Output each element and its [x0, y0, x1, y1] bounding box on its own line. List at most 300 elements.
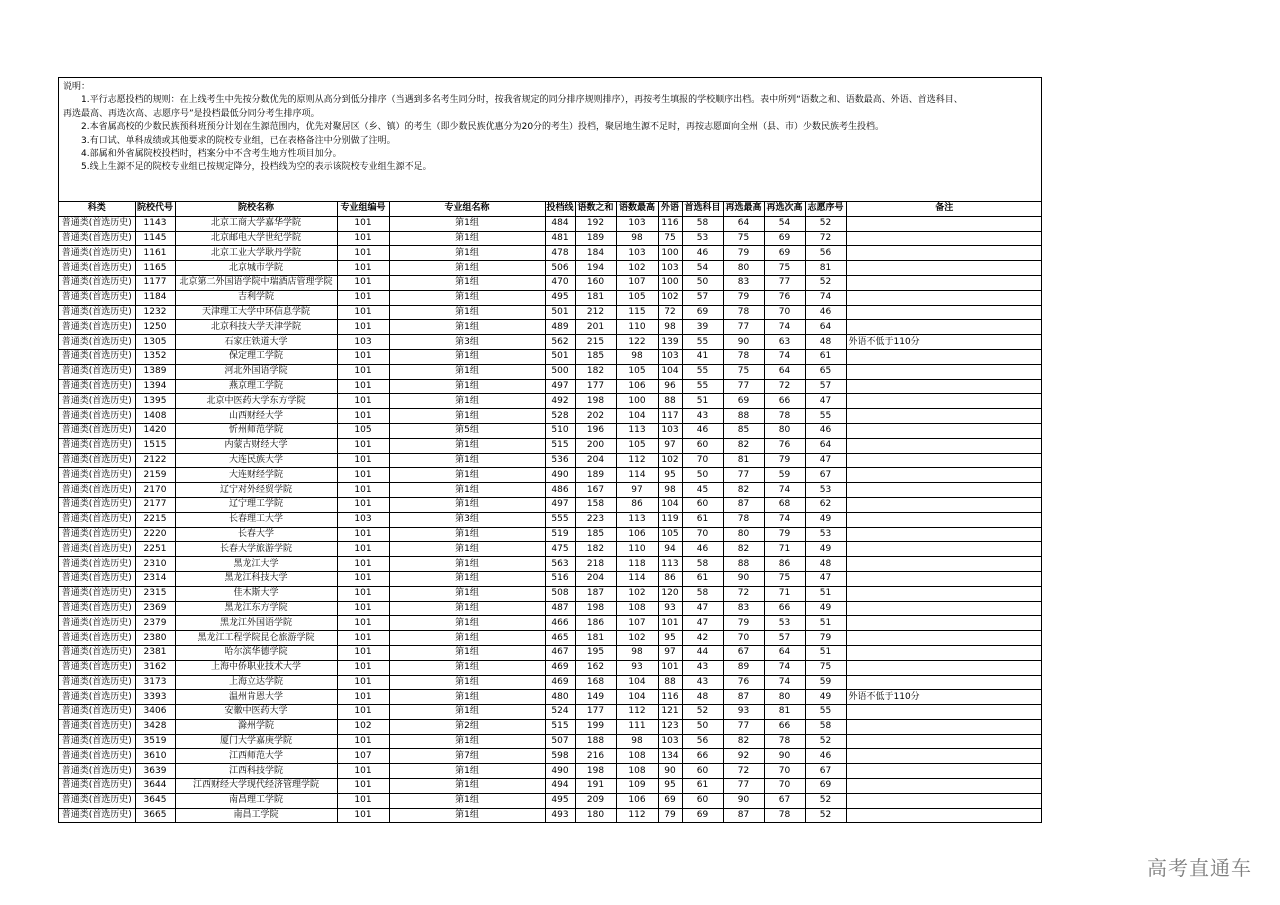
chinese-math-max-cell: 98	[616, 645, 658, 660]
group-code-cell: 101	[337, 379, 389, 394]
category-cell: 普通类(首选历史)	[59, 483, 135, 498]
chinese-math-max-cell: 108	[616, 601, 658, 616]
school-name-cell: 江西师范大学	[175, 749, 337, 764]
table-row	[59, 438, 1042, 453]
table-row	[59, 453, 1042, 468]
preference-order-cell: 64	[805, 320, 846, 335]
cutoff-score-cell: 515	[545, 719, 575, 734]
elective-max-cell: 83	[723, 275, 764, 290]
chinese-math-max-cell: 98	[616, 231, 658, 246]
table-row	[59, 364, 1042, 379]
category-cell: 普通类(首选历史)	[59, 216, 135, 231]
school-code-cell: 1143	[135, 216, 175, 231]
first-subject-cell: 60	[682, 764, 723, 779]
table-row	[59, 705, 1042, 720]
group-name-cell: 第1组	[389, 631, 545, 646]
remark-cell	[846, 631, 1042, 646]
preference-order-cell: 47	[805, 394, 846, 409]
cutoff-score-cell: 487	[545, 601, 575, 616]
remark-cell	[846, 586, 1042, 601]
group-name-cell: 第1组	[389, 645, 545, 660]
preference-order-cell: 53	[805, 527, 846, 542]
chinese-math-sum-cell: 212	[575, 305, 616, 320]
first-subject-cell: 61	[682, 779, 723, 794]
chinese-math-sum-cell: 195	[575, 645, 616, 660]
preference-order-cell: 52	[805, 734, 846, 749]
remark-cell	[846, 779, 1042, 794]
table-row	[59, 349, 1042, 364]
category-cell: 普通类(首选历史)	[59, 261, 135, 276]
cutoff-score-cell: 475	[545, 542, 575, 557]
cutoff-score-cell: 516	[545, 571, 575, 586]
category-cell: 普通类(首选历史)	[59, 335, 135, 350]
chinese-math-sum-cell: 209	[575, 793, 616, 808]
elective-second-cell: 74	[764, 660, 805, 675]
school-name-cell: 江西科技学院	[175, 764, 337, 779]
remark-cell	[846, 734, 1042, 749]
foreign-language-cell: 75	[658, 231, 682, 246]
category-cell: 普通类(首选历史)	[59, 320, 135, 335]
school-name-cell: 安徽中医药大学	[175, 705, 337, 720]
category-cell: 普通类(首选历史)	[59, 542, 135, 557]
group-name-cell: 第1组	[389, 453, 545, 468]
table-row	[59, 645, 1042, 660]
foreign-language-cell: 134	[658, 749, 682, 764]
col-header: 院校名称	[175, 202, 337, 216]
chinese-math-max-cell: 102	[616, 261, 658, 276]
chinese-math-sum-cell: 168	[575, 675, 616, 690]
foreign-language-cell: 90	[658, 764, 682, 779]
group-name-cell: 第1组	[389, 808, 545, 822]
category-cell: 普通类(首选历史)	[59, 616, 135, 631]
elective-second-cell: 53	[764, 616, 805, 631]
foreign-language-cell: 103	[658, 734, 682, 749]
elective-second-cell: 78	[764, 409, 805, 424]
school-name-cell: 大连民族大学	[175, 453, 337, 468]
col-header: 外语	[658, 202, 682, 216]
elective-second-cell: 74	[764, 320, 805, 335]
group-name-cell: 第5组	[389, 423, 545, 438]
elective-max-cell: 77	[723, 320, 764, 335]
cutoff-score-cell: 524	[545, 705, 575, 720]
category-cell: 普通类(首选历史)	[59, 438, 135, 453]
col-header: 专业组名称	[389, 202, 545, 216]
school-code-cell: 1515	[135, 438, 175, 453]
group-name-cell: 第1组	[389, 734, 545, 749]
chinese-math-sum-cell: 202	[575, 409, 616, 424]
chinese-math-max-cell: 114	[616, 571, 658, 586]
category-cell: 普通类(首选历史)	[59, 793, 135, 808]
admission-table	[59, 202, 1042, 822]
chinese-math-sum-cell: 177	[575, 705, 616, 720]
elective-second-cell: 74	[764, 483, 805, 498]
chinese-math-max-cell: 86	[616, 497, 658, 512]
first-subject-cell: 52	[682, 705, 723, 720]
remark-cell	[846, 290, 1042, 305]
elective-second-cell: 74	[764, 512, 805, 527]
school-name-cell: 哈尔滨华德学院	[175, 645, 337, 660]
school-name-cell: 忻州师范学院	[175, 423, 337, 438]
chinese-math-sum-cell: 189	[575, 231, 616, 246]
chinese-math-sum-cell: 180	[575, 808, 616, 822]
notes-line: 4.部属和外省属院校投档时，档案分中不含考生地方性项目加分。	[81, 149, 342, 160]
elective-second-cell: 79	[764, 453, 805, 468]
chinese-math-sum-cell: 204	[575, 453, 616, 468]
preference-order-cell: 51	[805, 645, 846, 660]
group-code-cell: 101	[337, 571, 389, 586]
chinese-math-max-cell: 115	[616, 305, 658, 320]
school-name-cell: 北京科技大学天津学院	[175, 320, 337, 335]
category-cell: 普通类(首选历史)	[59, 379, 135, 394]
school-code-cell: 2122	[135, 453, 175, 468]
elective-max-cell: 93	[723, 705, 764, 720]
cutoff-score-cell: 528	[545, 409, 575, 424]
category-cell: 普通类(首选历史)	[59, 601, 135, 616]
remark-cell	[846, 275, 1042, 290]
elective-max-cell: 85	[723, 423, 764, 438]
table-row	[59, 216, 1042, 231]
elective-max-cell: 79	[723, 290, 764, 305]
first-subject-cell: 39	[682, 320, 723, 335]
chinese-math-max-cell: 108	[616, 749, 658, 764]
elective-second-cell: 59	[764, 468, 805, 483]
table-row	[59, 719, 1042, 734]
chinese-math-sum-cell: 215	[575, 335, 616, 350]
first-subject-cell: 51	[682, 394, 723, 409]
remark-cell	[846, 349, 1042, 364]
chinese-math-max-cell: 102	[616, 586, 658, 601]
elective-max-cell: 82	[723, 483, 764, 498]
elective-max-cell: 90	[723, 571, 764, 586]
category-cell: 普通类(首选历史)	[59, 246, 135, 261]
col-header: 再选次高	[764, 202, 805, 216]
notes-block	[59, 78, 1041, 202]
cutoff-score-cell: 497	[545, 379, 575, 394]
elective-max-cell: 87	[723, 497, 764, 512]
group-name-cell: 第1组	[389, 557, 545, 572]
elective-second-cell: 74	[764, 675, 805, 690]
col-header: 语数之和	[575, 202, 616, 216]
foreign-language-cell: 69	[658, 793, 682, 808]
foreign-language-cell: 103	[658, 349, 682, 364]
preference-order-cell: 46	[805, 423, 846, 438]
group-name-cell: 第1组	[389, 542, 545, 557]
chinese-math-sum-cell: 182	[575, 364, 616, 379]
group-code-cell: 101	[337, 779, 389, 794]
chinese-math-sum-cell: 149	[575, 690, 616, 705]
chinese-math-max-cell: 112	[616, 453, 658, 468]
first-subject-cell: 41	[682, 349, 723, 364]
elective-max-cell: 81	[723, 453, 764, 468]
remark-cell	[846, 379, 1042, 394]
remark-cell	[846, 320, 1042, 335]
chinese-math-sum-cell: 177	[575, 379, 616, 394]
cutoff-score-cell: 507	[545, 734, 575, 749]
remark-cell	[846, 483, 1042, 498]
remark-cell: 外语不低于110分	[846, 690, 1042, 705]
foreign-language-cell: 79	[658, 808, 682, 822]
preference-order-cell: 49	[805, 690, 846, 705]
group-name-cell: 第1组	[389, 497, 545, 512]
group-code-cell: 101	[337, 216, 389, 231]
cutoff-score-cell: 494	[545, 779, 575, 794]
preference-order-cell: 62	[805, 497, 846, 512]
chinese-math-max-cell: 108	[616, 764, 658, 779]
elective-second-cell: 75	[764, 261, 805, 276]
chinese-math-max-cell: 112	[616, 705, 658, 720]
cutoff-score-cell: 563	[545, 557, 575, 572]
cutoff-score-cell: 501	[545, 305, 575, 320]
group-name-cell: 第1组	[389, 601, 545, 616]
first-subject-cell: 50	[682, 719, 723, 734]
col-header: 首选科目	[682, 202, 723, 216]
elective-max-cell: 77	[723, 719, 764, 734]
first-subject-cell: 57	[682, 290, 723, 305]
elective-max-cell: 67	[723, 645, 764, 660]
table-row	[59, 601, 1042, 616]
school-name-cell: 北京第二外国语学院中瑞酒店管理学院	[175, 275, 337, 290]
first-subject-cell: 43	[682, 409, 723, 424]
col-header: 志愿序号	[805, 202, 846, 216]
notes-line: 3.有口试、单科成绩或其他要求的院校专业组，已在表格备注中分别做了注明。	[81, 135, 396, 146]
group-name-cell: 第1组	[389, 320, 545, 335]
remark-cell	[846, 423, 1042, 438]
preference-order-cell: 48	[805, 557, 846, 572]
school-code-cell: 3406	[135, 705, 175, 720]
table-row	[59, 527, 1042, 542]
category-cell: 普通类(首选历史)	[59, 734, 135, 749]
preference-order-cell: 56	[805, 246, 846, 261]
first-subject-cell: 58	[682, 586, 723, 601]
elective-max-cell: 78	[723, 512, 764, 527]
school-code-cell: 1394	[135, 379, 175, 394]
elective-second-cell: 69	[764, 246, 805, 261]
group-name-cell: 第2组	[389, 719, 545, 734]
elective-second-cell: 69	[764, 231, 805, 246]
first-subject-cell: 54	[682, 261, 723, 276]
foreign-language-cell: 101	[658, 660, 682, 675]
school-name-cell: 上海立达学院	[175, 675, 337, 690]
elective-second-cell: 79	[764, 527, 805, 542]
watermark: 高考直通车	[1147, 856, 1252, 880]
group-code-cell: 101	[337, 468, 389, 483]
category-cell: 普通类(首选历史)	[59, 512, 135, 527]
chinese-math-max-cell: 97	[616, 483, 658, 498]
category-cell: 普通类(首选历史)	[59, 423, 135, 438]
cutoff-score-cell: 519	[545, 527, 575, 542]
chinese-math-max-cell: 107	[616, 616, 658, 631]
preference-order-cell: 81	[805, 261, 846, 276]
elective-second-cell: 76	[764, 290, 805, 305]
school-code-cell: 1395	[135, 394, 175, 409]
remark-cell: 外语不低于110分	[846, 335, 1042, 350]
group-name-cell: 第7组	[389, 749, 545, 764]
preference-order-cell: 72	[805, 231, 846, 246]
table-row	[59, 808, 1042, 822]
cutoff-score-cell: 493	[545, 808, 575, 822]
group-code-cell: 101	[337, 601, 389, 616]
table-row	[59, 275, 1042, 290]
chinese-math-max-cell: 106	[616, 527, 658, 542]
school-name-cell: 北京邮电大学世纪学院	[175, 231, 337, 246]
remark-cell	[846, 660, 1042, 675]
chinese-math-sum-cell: 185	[575, 349, 616, 364]
cutoff-score-cell: 467	[545, 645, 575, 660]
chinese-math-sum-cell: 189	[575, 468, 616, 483]
table-row	[59, 423, 1042, 438]
preference-order-cell: 52	[805, 793, 846, 808]
group-code-cell: 101	[337, 660, 389, 675]
remark-cell	[846, 793, 1042, 808]
remark-cell	[846, 601, 1042, 616]
chinese-math-sum-cell: 199	[575, 719, 616, 734]
category-cell: 普通类(首选历史)	[59, 453, 135, 468]
category-cell: 普通类(首选历史)	[59, 779, 135, 794]
chinese-math-sum-cell: 198	[575, 394, 616, 409]
foreign-language-cell: 101	[658, 616, 682, 631]
school-code-cell: 3519	[135, 734, 175, 749]
chinese-math-max-cell: 105	[616, 290, 658, 305]
cutoff-score-cell: 506	[545, 261, 575, 276]
preference-order-cell: 46	[805, 305, 846, 320]
first-subject-cell: 69	[682, 808, 723, 822]
school-code-cell: 3610	[135, 749, 175, 764]
preference-order-cell: 46	[805, 749, 846, 764]
group-name-cell: 第3组	[389, 512, 545, 527]
group-name-cell: 第1组	[389, 379, 545, 394]
cutoff-score-cell: 492	[545, 394, 575, 409]
school-name-cell: 江西财经大学现代经济管理学院	[175, 779, 337, 794]
elective-max-cell: 64	[723, 216, 764, 231]
table-row	[59, 793, 1042, 808]
school-code-cell: 1161	[135, 246, 175, 261]
group-code-cell: 101	[337, 705, 389, 720]
group-name-cell: 第1组	[389, 571, 545, 586]
school-code-cell: 3162	[135, 660, 175, 675]
elective-second-cell: 71	[764, 586, 805, 601]
first-subject-cell: 69	[682, 305, 723, 320]
elective-max-cell: 89	[723, 660, 764, 675]
preference-order-cell: 55	[805, 705, 846, 720]
group-name-cell: 第1组	[389, 364, 545, 379]
group-code-cell: 101	[337, 675, 389, 690]
elective-max-cell: 72	[723, 764, 764, 779]
elective-second-cell: 66	[764, 719, 805, 734]
school-code-cell: 3665	[135, 808, 175, 822]
school-code-cell: 3645	[135, 793, 175, 808]
chinese-math-sum-cell: 223	[575, 512, 616, 527]
preference-order-cell: 48	[805, 335, 846, 350]
school-code-cell: 2314	[135, 571, 175, 586]
preference-order-cell: 52	[805, 216, 846, 231]
remark-cell	[846, 512, 1042, 527]
elective-second-cell: 74	[764, 349, 805, 364]
chinese-math-max-cell: 107	[616, 275, 658, 290]
elective-second-cell: 64	[764, 364, 805, 379]
group-code-cell: 101	[337, 764, 389, 779]
category-cell: 普通类(首选历史)	[59, 409, 135, 424]
school-name-cell: 燕京理工学院	[175, 379, 337, 394]
group-name-cell: 第1组	[389, 527, 545, 542]
elective-max-cell: 88	[723, 557, 764, 572]
chinese-math-sum-cell: 194	[575, 261, 616, 276]
school-name-cell: 黑龙江工程学院昆仑旅游学院	[175, 631, 337, 646]
chinese-math-sum-cell: 218	[575, 557, 616, 572]
preference-order-cell: 53	[805, 483, 846, 498]
school-code-cell: 2380	[135, 631, 175, 646]
school-code-cell: 2315	[135, 586, 175, 601]
foreign-language-cell: 88	[658, 675, 682, 690]
elective-second-cell: 67	[764, 793, 805, 808]
spreadsheet	[58, 77, 1042, 823]
school-name-cell: 山西财经大学	[175, 409, 337, 424]
school-name-cell: 北京工业大学耿丹学院	[175, 246, 337, 261]
group-code-cell: 101	[337, 690, 389, 705]
group-name-cell: 第1组	[389, 764, 545, 779]
chinese-math-max-cell: 106	[616, 379, 658, 394]
cutoff-score-cell: 497	[545, 497, 575, 512]
elective-max-cell: 82	[723, 734, 764, 749]
first-subject-cell: 43	[682, 675, 723, 690]
school-code-cell: 1420	[135, 423, 175, 438]
chinese-math-max-cell: 113	[616, 512, 658, 527]
chinese-math-max-cell: 113	[616, 423, 658, 438]
cutoff-score-cell: 486	[545, 483, 575, 498]
remark-cell	[846, 808, 1042, 822]
first-subject-cell: 66	[682, 749, 723, 764]
first-subject-cell: 50	[682, 275, 723, 290]
table-row	[59, 779, 1042, 794]
school-code-cell: 1408	[135, 409, 175, 424]
cutoff-score-cell: 515	[545, 438, 575, 453]
notes-line: 再选最高、再选次高、志愿序号”是投档最低分同分考生排序项。	[63, 108, 320, 119]
school-code-cell: 2215	[135, 512, 175, 527]
school-name-cell: 吉利学院	[175, 290, 337, 305]
cutoff-score-cell: 489	[545, 320, 575, 335]
elective-second-cell: 75	[764, 571, 805, 586]
elective-max-cell: 75	[723, 364, 764, 379]
group-code-cell: 101	[337, 349, 389, 364]
table-row	[59, 379, 1042, 394]
remark-cell	[846, 675, 1042, 690]
preference-order-cell: 49	[805, 512, 846, 527]
group-code-cell: 101	[337, 438, 389, 453]
school-name-cell: 黑龙江东方学院	[175, 601, 337, 616]
foreign-language-cell: 98	[658, 483, 682, 498]
first-subject-cell: 44	[682, 645, 723, 660]
chinese-math-sum-cell: 184	[575, 246, 616, 261]
remark-cell	[846, 571, 1042, 586]
group-code-cell: 101	[337, 586, 389, 601]
group-name-cell: 第1组	[389, 246, 545, 261]
preference-order-cell: 67	[805, 468, 846, 483]
table-row	[59, 335, 1042, 350]
school-name-cell: 长春大学旅游学院	[175, 542, 337, 557]
cutoff-score-cell: 495	[545, 793, 575, 808]
table-row	[59, 586, 1042, 601]
school-name-cell: 辽宁理工学院	[175, 497, 337, 512]
chinese-math-sum-cell: 187	[575, 586, 616, 601]
first-subject-cell: 47	[682, 601, 723, 616]
foreign-language-cell: 116	[658, 690, 682, 705]
foreign-language-cell: 86	[658, 571, 682, 586]
category-cell: 普通类(首选历史)	[59, 660, 135, 675]
school-name-cell: 滁州学院	[175, 719, 337, 734]
first-subject-cell: 61	[682, 571, 723, 586]
table-row	[59, 409, 1042, 424]
foreign-language-cell: 103	[658, 261, 682, 276]
foreign-language-cell: 97	[658, 645, 682, 660]
